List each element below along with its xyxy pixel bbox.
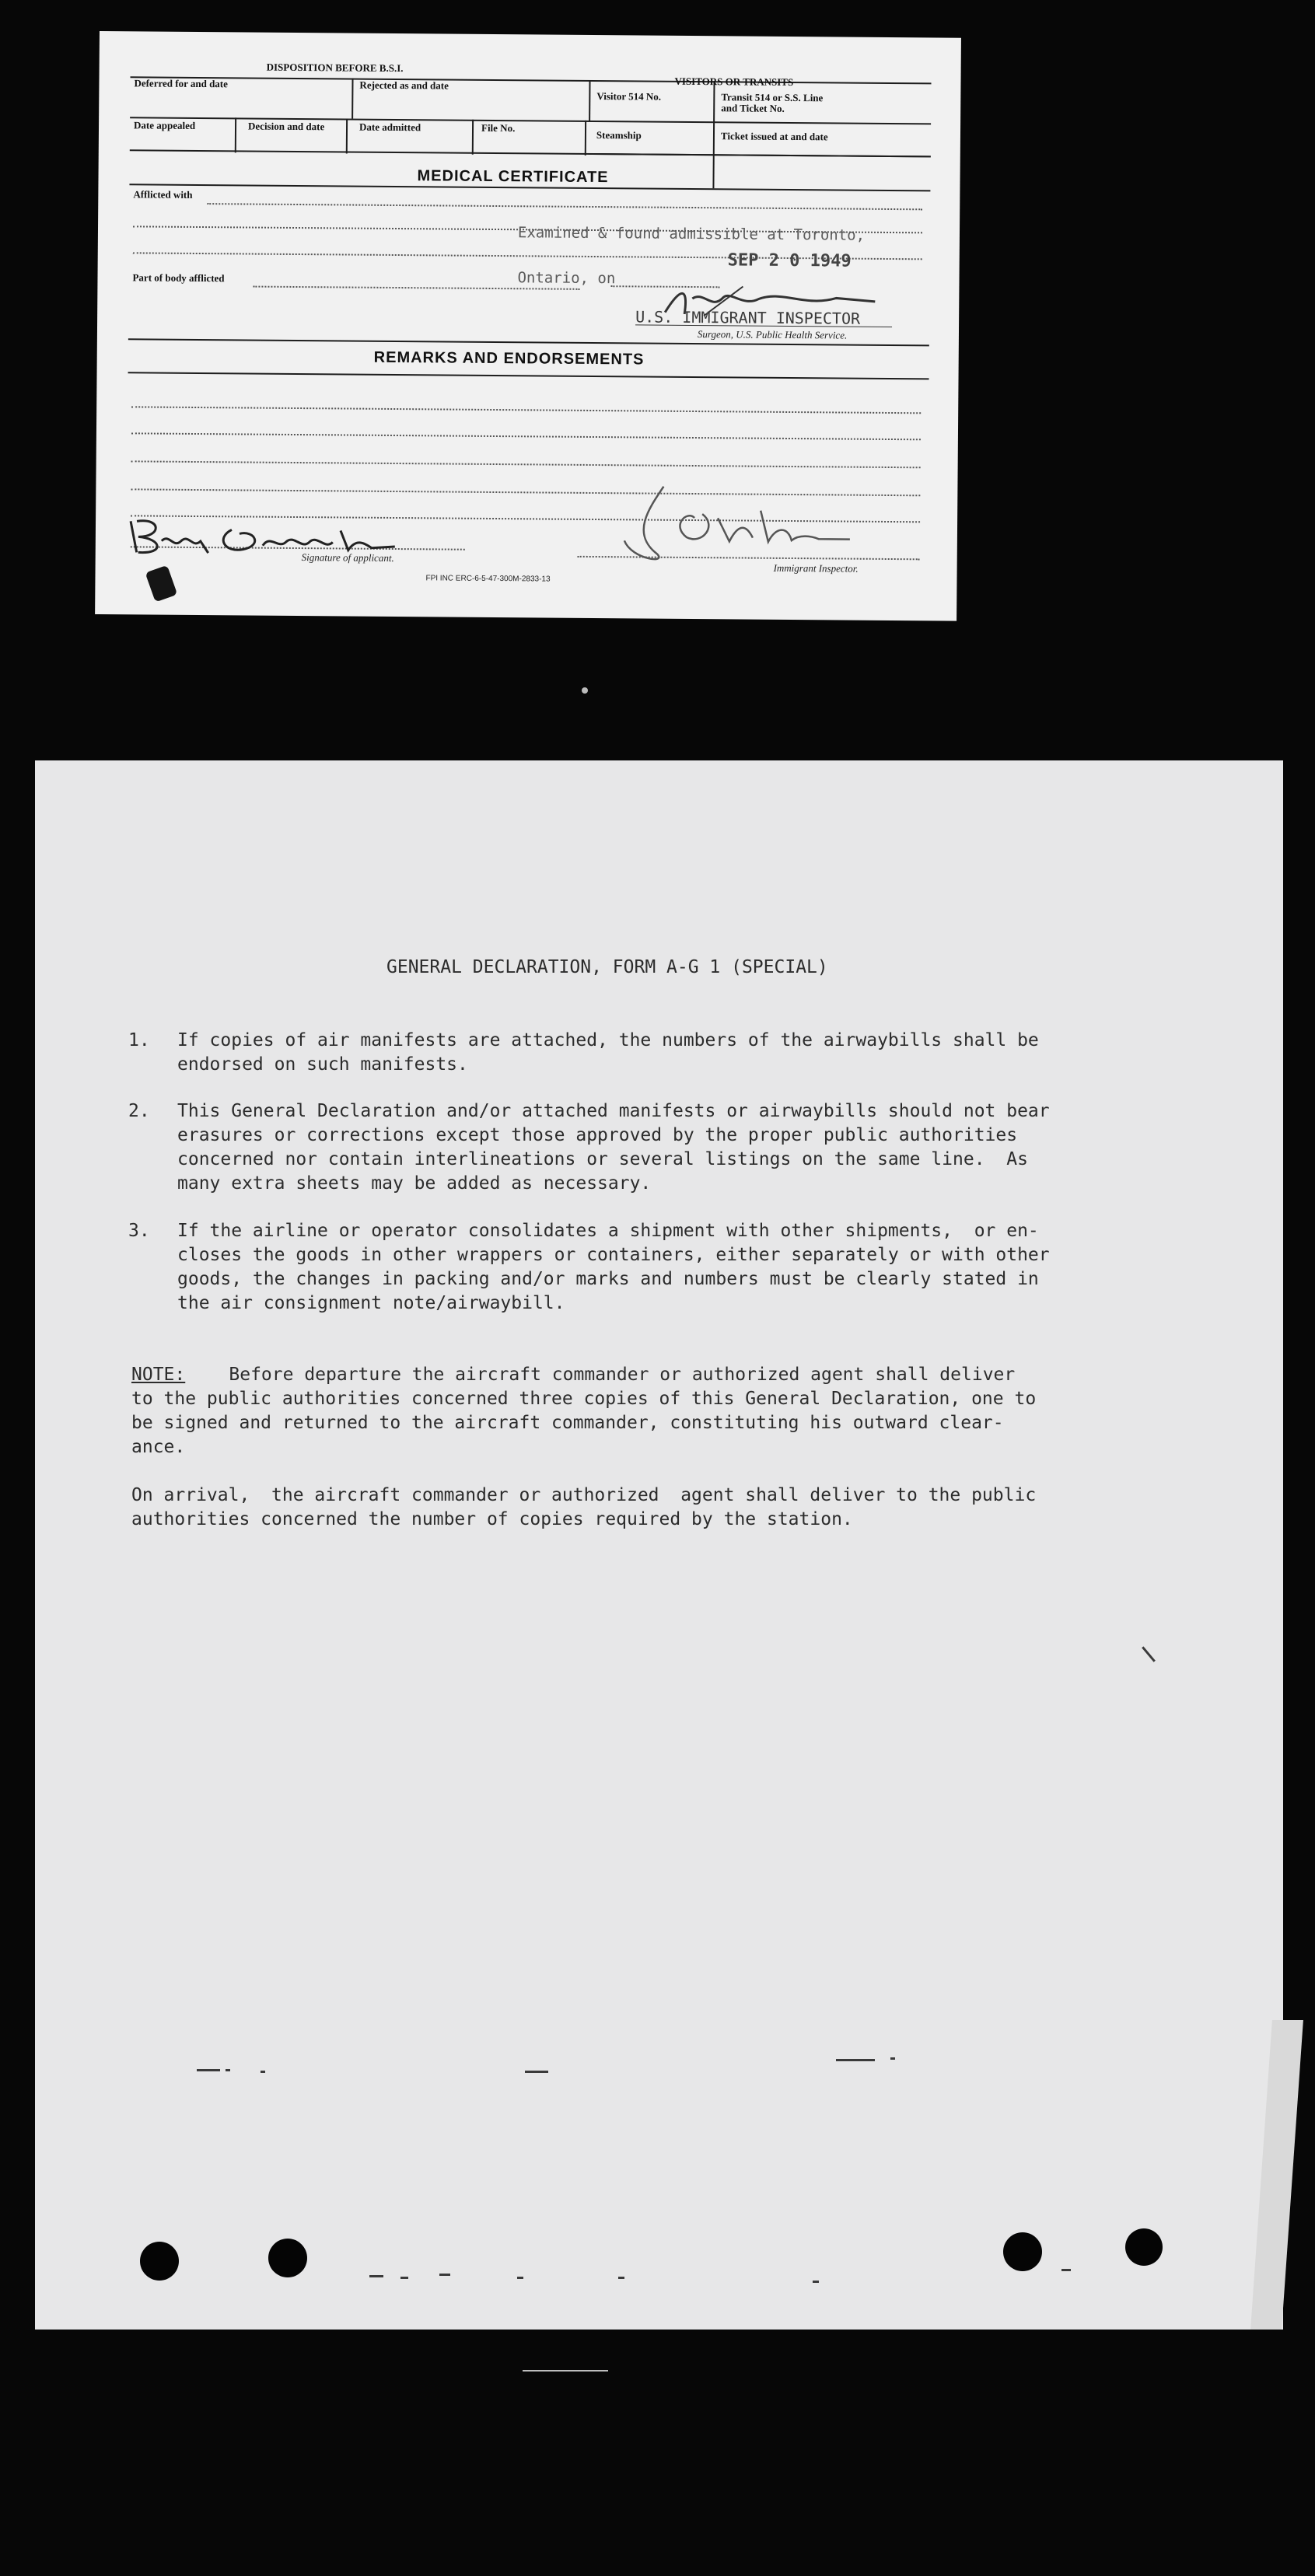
- remarks-line-3: [131, 460, 921, 468]
- card-divider-4: [585, 121, 586, 156]
- dot-mark-2: [226, 2069, 230, 2071]
- medical-certificate-card: [95, 31, 961, 621]
- item-2-line-4: many extra sheets may be added as necessary.: [177, 1173, 652, 1194]
- form-print-code: FPI INC ERC-6-5-47-300M-2833-13: [425, 574, 551, 584]
- surgeon-label: Surgeon, U.S. Public Health Service.: [697, 328, 848, 341]
- speck-7: [1061, 2269, 1071, 2271]
- file-no-label: File No.: [481, 121, 516, 135]
- immigrant-inspector-label: Immigrant Inspector.: [773, 561, 859, 575]
- item-3-line-1: If the airline or operator consolidates a shipment with other shipments, or en-: [177, 1221, 1039, 1241]
- pen-mark: [1142, 1646, 1156, 1662]
- note-line-1: Before departure the aircraft commander or authorized agent shall deliver: [186, 1365, 1016, 1385]
- card-divider-7: [235, 117, 236, 152]
- card-rule-1: [131, 76, 932, 84]
- item-3-number: 3.: [128, 1221, 150, 1241]
- part-of-body-label: Part of body afflicted: [132, 271, 225, 285]
- speck-3: [439, 2274, 450, 2276]
- punch-hole-1: [140, 2242, 179, 2281]
- note-line-4: ance.: [131, 1437, 186, 1457]
- punch-hole-2: [268, 2239, 307, 2277]
- date-appealed-label: Date appealed: [133, 119, 196, 131]
- medical-certificate-title: MEDICAL CERTIFICATE: [417, 167, 609, 187]
- arrival-line-2: authorities concerned the number of copies required by the station.: [131, 1509, 853, 1529]
- punch-hole-4: [1125, 2228, 1163, 2266]
- rejected-label: Rejected as and date: [359, 79, 449, 92]
- ink-blot: [145, 565, 178, 603]
- item-3-line-3: goods, the changes in packing and/or marks and numbers must be clearly stated in: [177, 1269, 1039, 1289]
- dot-mark-5: [836, 2059, 875, 2061]
- deferred-label: Deferred for and date: [134, 77, 229, 90]
- dot-mark-6: [890, 2057, 895, 2060]
- speck-1: [369, 2275, 383, 2277]
- transit-514-label-2: and Ticket No.: [721, 102, 785, 114]
- dot-mark-4: [525, 2071, 548, 2073]
- punch-hole-3: [1003, 2232, 1042, 2271]
- item-2-line-3: concerned nor contain interlineations or several listings on the same line. As: [177, 1149, 1028, 1169]
- card-rule-5: [589, 153, 931, 157]
- arrival-line-1: On arrival, the aircraft commander or authorized agent shall deliver to the public: [131, 1485, 1037, 1505]
- visitor-514-label: Visitor 514 No.: [596, 90, 662, 103]
- item-3-line-4: the air consignment note/airwaybill.: [177, 1293, 565, 1313]
- note-line-2: to the public authorities concerned three copies of this General Declaration, one to: [131, 1389, 1037, 1409]
- admission-date: SEP 2 0 1949: [727, 250, 852, 271]
- card-divider-5: [589, 80, 590, 121]
- item-1-number: 1.: [128, 1030, 150, 1050]
- applicant-signature: [115, 505, 450, 570]
- admission-place: Ontario, on: [517, 269, 616, 288]
- item-2-line-1: This General Declaration and/or attached manifests or airwaybills should not bear: [177, 1101, 1050, 1121]
- speck-6: [813, 2281, 819, 2283]
- speck-5: [618, 2277, 624, 2279]
- general-declaration-page: [35, 760, 1283, 2330]
- admission-stamp: Examined & found admissible at Toronto,: [517, 224, 866, 244]
- header-visitors: VISITORS OR TRANSITS: [674, 75, 794, 89]
- small-mark: [582, 687, 588, 694]
- afflicted-line: [207, 203, 922, 210]
- below-page-mark: [523, 2370, 608, 2372]
- applicant-signature-label: Signature of applicant.: [301, 551, 394, 564]
- remarks-title: REMARKS AND ENDORSEMENTS: [373, 348, 645, 369]
- inspector-stamp: U.S. IMMIGRANT INSPECTOR: [635, 307, 861, 328]
- date-admitted-label: Date admitted: [358, 121, 421, 134]
- steamship-label: Steamship: [596, 129, 642, 142]
- remarks-line-2: [131, 432, 921, 440]
- header-disposition: DISPOSITION BEFORE B.S.I.: [266, 61, 404, 75]
- transit-514-label: Transit 514 or S.S. Line: [721, 91, 824, 104]
- speck-4: [517, 2277, 523, 2279]
- item-2-line-2: erasures or corrections except those approved by the proper public authorities: [177, 1125, 1018, 1145]
- note-label: NOTE:: [131, 1365, 186, 1385]
- item-1-line-1: If copies of air manifests are attached, the numbers of the airwaybills shall be: [177, 1030, 1039, 1050]
- remarks-line-1: [131, 406, 921, 414]
- ticket-issued-label: Ticket issued at and date: [720, 130, 828, 143]
- afflicted-with-label: Afflicted with: [133, 188, 193, 201]
- inspector-cursive-signature: [601, 478, 866, 566]
- item-1-line-2: endorsed on such manifests.: [177, 1054, 468, 1075]
- torn-edge: [1250, 2020, 1303, 2330]
- speck-2: [400, 2277, 408, 2279]
- declaration-title: GENERAL DECLARATION, FORM A-G 1 (SPECIAL): [386, 957, 828, 977]
- item-2-number: 2.: [128, 1101, 150, 1121]
- dot-mark-3: [261, 2071, 265, 2073]
- card-divider-3: [472, 120, 474, 155]
- card-divider-2: [351, 79, 353, 119]
- note-line-3: be signed and returned to the aircraft commander, constituting his outward clear-: [131, 1413, 1004, 1433]
- card-divider-1: [346, 118, 348, 153]
- card-rule-7: [128, 372, 929, 379]
- card-divider-6: [712, 81, 715, 188]
- item-3-line-2: closes the goods in other wrappers or containers, either separately or with other: [177, 1245, 1050, 1265]
- decision-label: Decision and date: [247, 120, 325, 133]
- dot-mark-1: [197, 2069, 220, 2071]
